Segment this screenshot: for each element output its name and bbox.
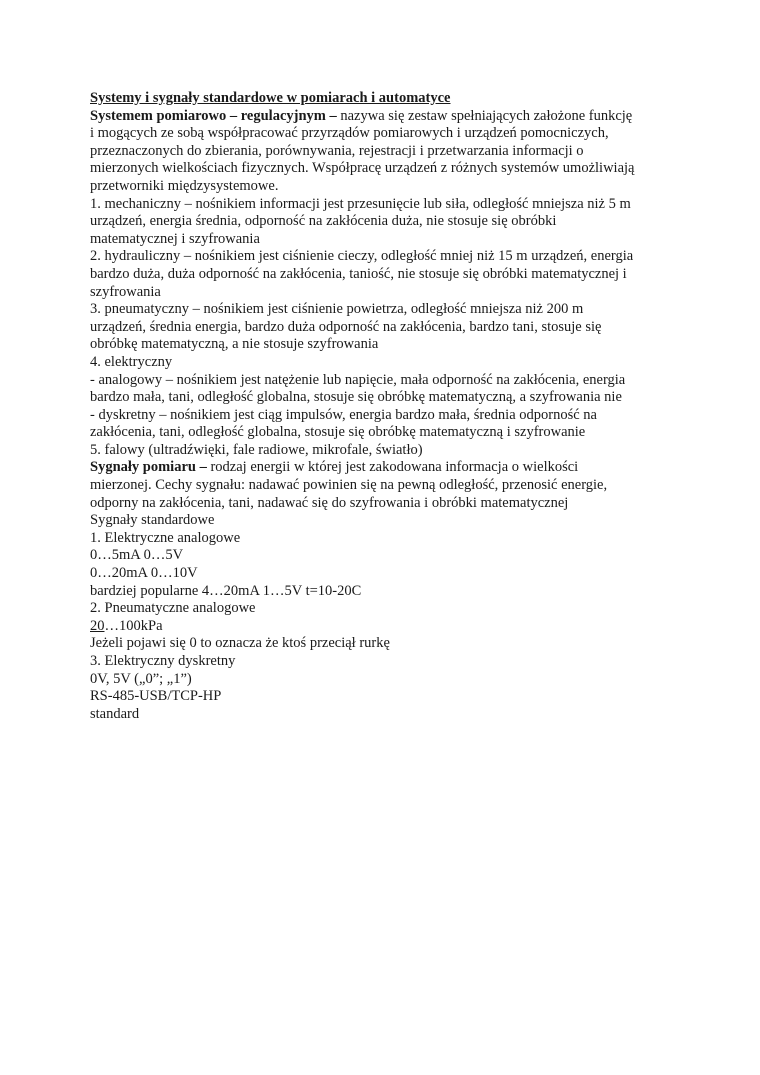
definition-term-system: Systemem pomiarowo – regulacyjnym –	[90, 107, 337, 124]
document-body	[90, 90, 680, 723]
definition-signal-line-2: mierzonej. Cechy sygnału: nadawać powinien się na pewną odległość, przenosić energie,	[90, 477, 608, 494]
pneumatic-line-2: urządzeń, średnia energia, bardzo duża odporność na zakłócenia, bardzo tani, stosuje się	[90, 318, 602, 335]
pneumatic-line-3: obróbkę matematyczną, a nie stosuje szyfrowania	[90, 336, 379, 353]
definition-system-line-3: przeznaczonych do zbierania, porównywania, rejestracji i przetwarzania informacji o	[90, 142, 584, 159]
discrete-line-2: zakłócenia, tani, odległość globalna, stosuje się obróbkę matematyczną i szyfrowanie	[90, 424, 586, 441]
pneumatic-analog-line-1: 20…100kPa	[90, 617, 163, 634]
mechanical-line-1: 1. mechaniczny – nośnikiem informacji jest przesunięcie lub siła, odległość mniejsza niż 5 m	[90, 195, 631, 212]
electric-heading: 4. elektryczny	[90, 353, 173, 370]
electric-discrete-line-3: standard	[90, 705, 140, 722]
wave-line-1: 5. falowy (ultradźwięki, fale radiowe, mikrofale, światło)	[90, 441, 423, 458]
analog-line-1: - analogowy – nośnikiem jest natężenie lub napięcie, mała odporność na zakłócenia, energia	[90, 371, 626, 388]
definition-signal-line-3: odporny na zakłócenia, tani, nadawać się do szyfrowania i obróbki matematycznej	[90, 494, 569, 511]
electric-discrete-heading: 3. Elektryczny dyskretny	[90, 653, 236, 669]
electric-analog-line-1: 0…5mA 0…5V	[90, 547, 184, 564]
pneumatic-analog-heading: 2. Pneumatyczne analogowe	[90, 600, 256, 617]
hydraulic-line-1: 2. hydrauliczny – nośnikiem jest ciśnienie cieczy, odległość mniej niż 15 m urządzeń, energia	[90, 248, 634, 265]
definition-system-line-1: Systemem pomiarowo – regulacyjnym – nazywa się zestaw spełniających założone funkcję	[90, 107, 633, 124]
pneumatic-line-1: 3. pneumatyczny – nośnikiem jest ciśnienie powietrza, odległość mniejsza niż 200 m	[90, 301, 584, 318]
electric-analog-line-3: bardziej popularne 4…20mA 1…5V t=10-20C	[90, 582, 362, 599]
definition-system-line-5: przetworniki międzysystemowe.	[90, 177, 279, 194]
mechanical-line-2: urządzeń, energia średnia, odporność na zakłócenia duża, nie stosuje się obróbki	[90, 213, 557, 230]
definition-system-line-4: mierzonych wielkościach fizycznych. Współpracę urządzeń z różnych systemów umożliwiają	[90, 160, 635, 177]
definition-term-signal: Sygnały pomiaru –	[90, 459, 207, 476]
standard-signals-heading: Sygnały standardowe	[90, 512, 215, 529]
discrete-line-1: - dyskretny – nośnikiem jest ciąg impulsów, energia bardzo mała, średnia odporność na	[90, 406, 597, 423]
electric-analog-line-2: 0…20mA 0…10V	[90, 565, 198, 582]
document-title: Systemy i sygnały standardowe w pomiarach i automatyce	[90, 90, 451, 106]
definition-system-line-2: i mogących ze sobą współpracować przyrządów pomiarowych i urządzeń pomocniczych,	[90, 125, 609, 142]
mechanical-line-3: matematycznej i szyfrowania	[90, 230, 260, 247]
analog-line-2: bardzo mała, tani, odległość globalna, stosuje się obróbkę matematyczną, a szyfrowania nie	[90, 389, 622, 406]
electric-discrete-line-1: 0V, 5V („0”; „1”)	[90, 670, 192, 687]
hydraulic-line-2: bardzo duża, duża odporność na zakłócenia, taniość, nie stosuje się obróbki matematycznej i	[90, 265, 627, 282]
electric-analog-heading: 1. Elektryczne analogowe	[90, 529, 241, 546]
hydraulic-line-3: szyfrowania	[90, 283, 161, 300]
electric-discrete-line-2: RS-485-USB/TCP-HP	[90, 688, 222, 705]
pneumatic-analog-line-2: Jeżeli pojawi się 0 to oznacza że ktoś przeciął rurkę	[90, 635, 390, 652]
definition-signal-line-1: Sygnały pomiaru – rodzaj energii w której jest zakodowana informacja o wielkości	[90, 459, 579, 476]
